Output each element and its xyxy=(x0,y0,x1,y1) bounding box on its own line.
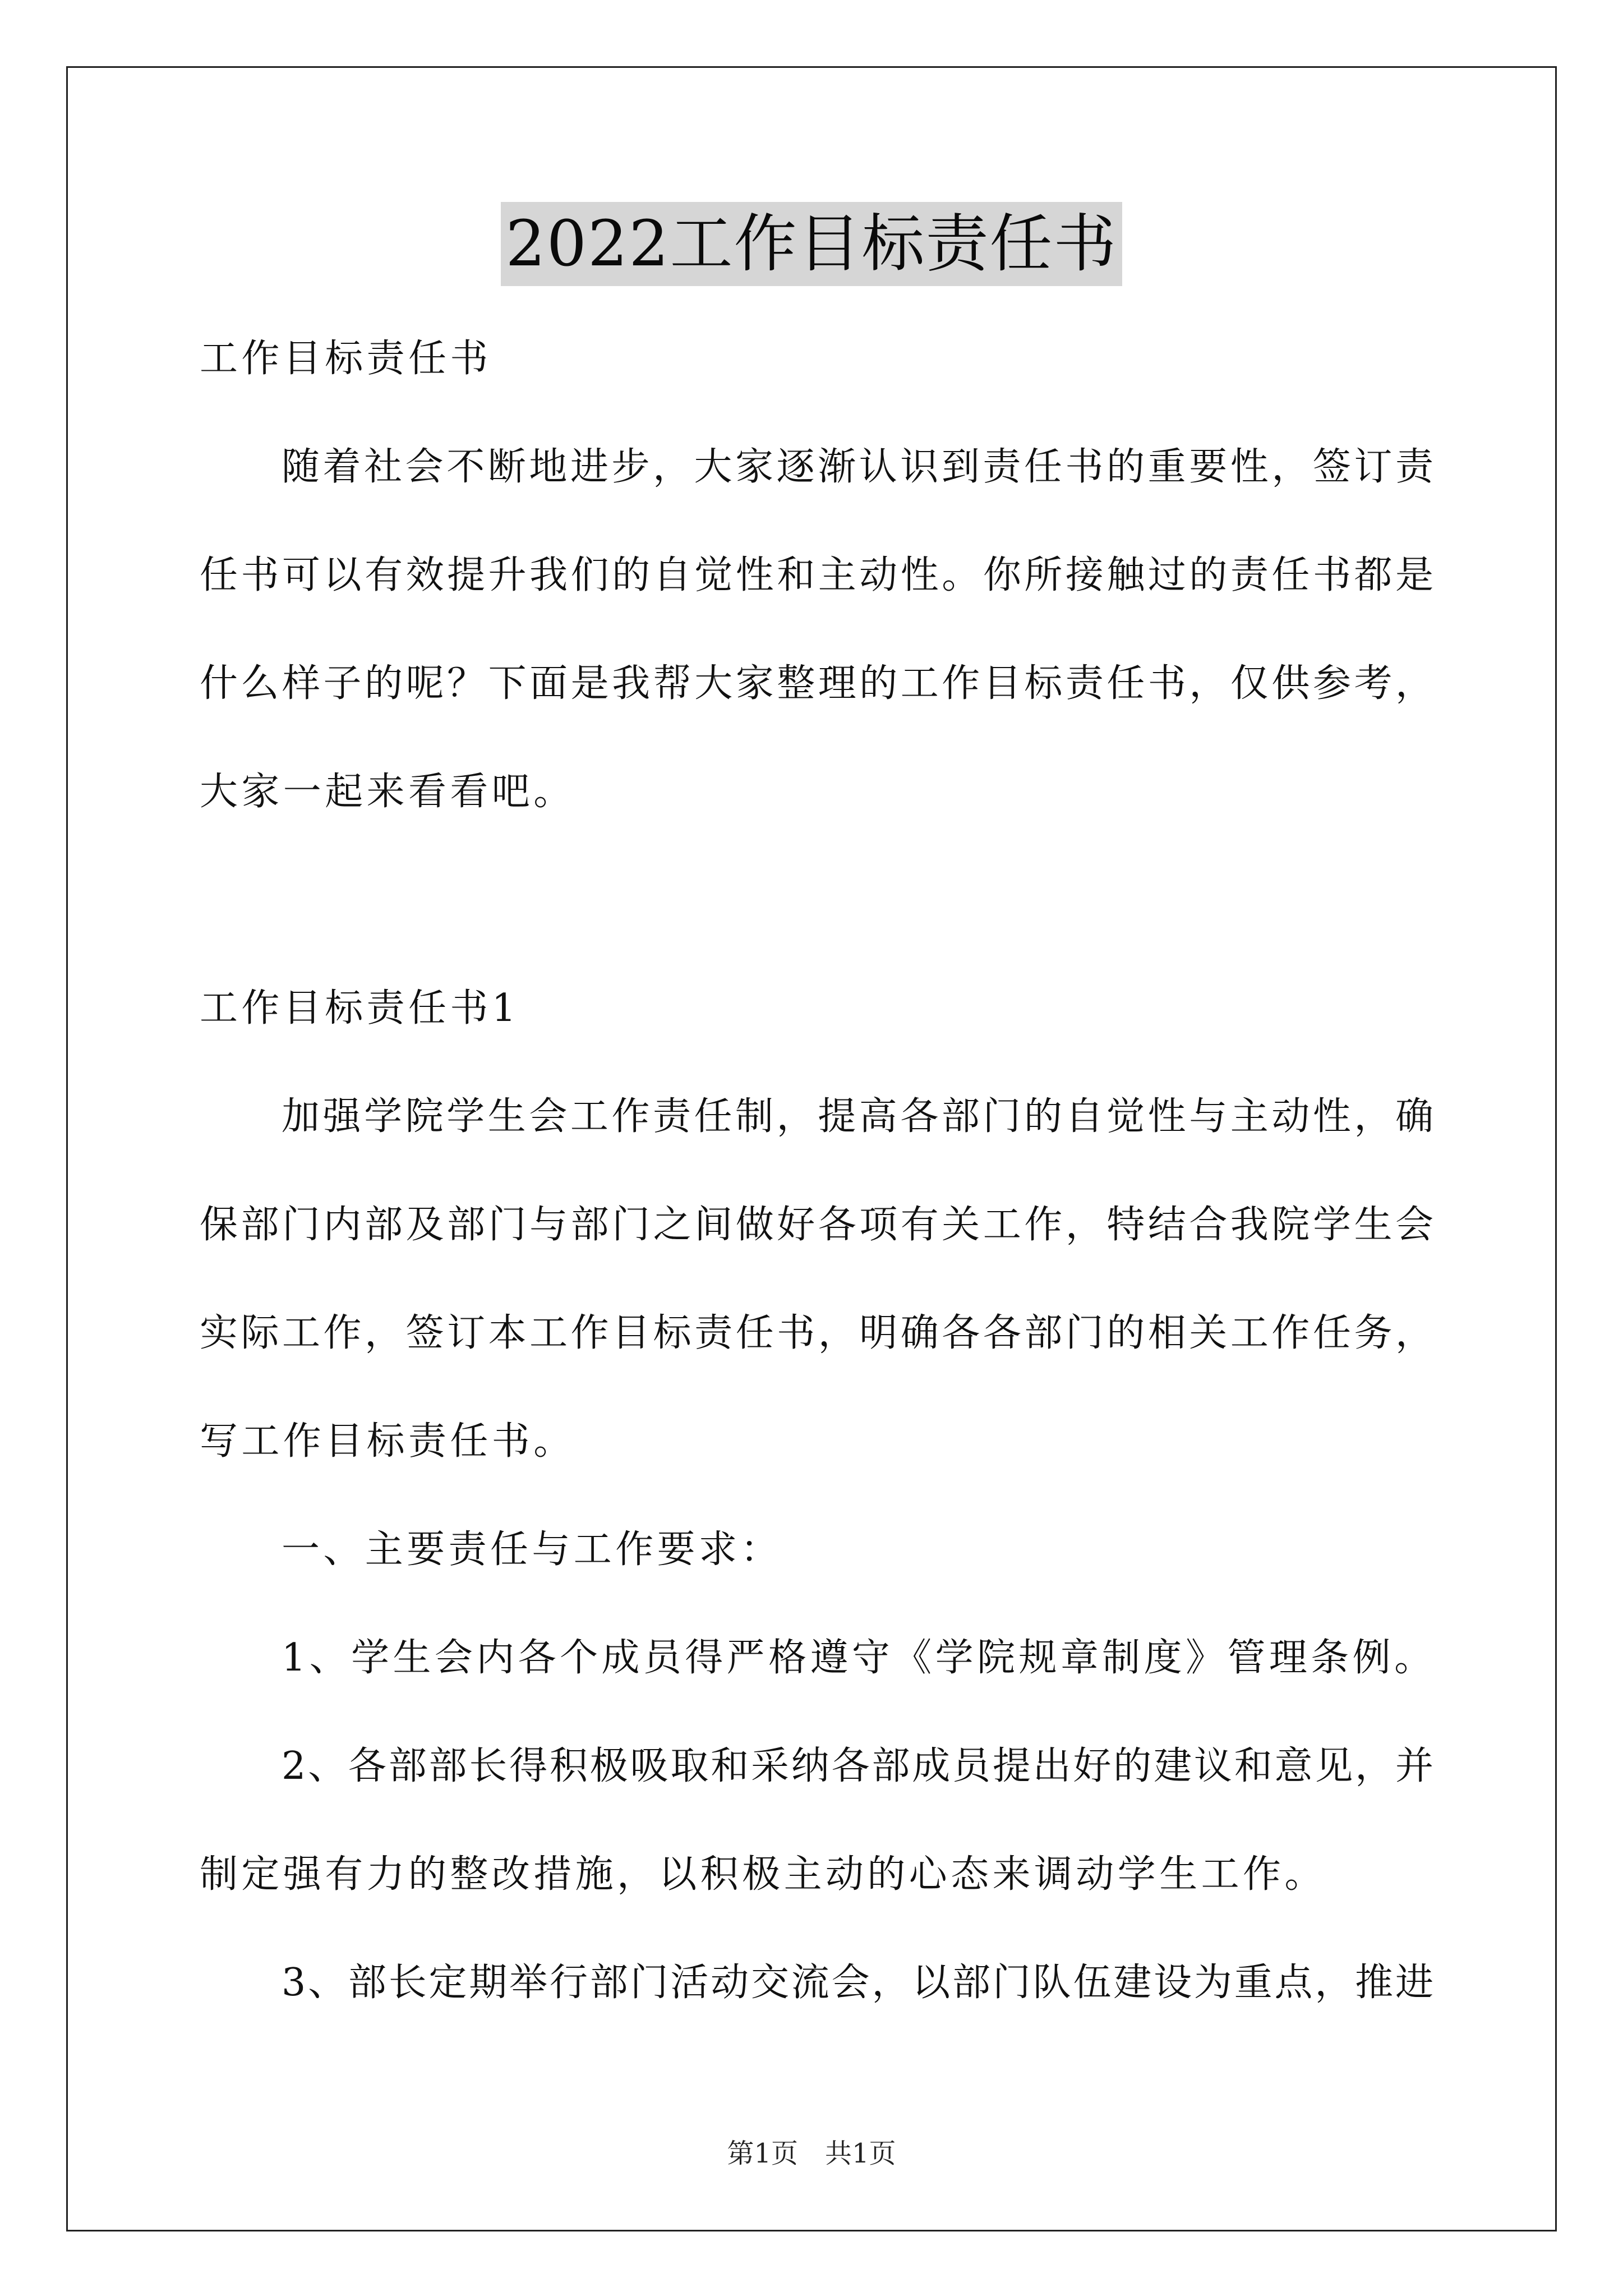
list-item: 2、各部部长得积极吸取和采纳各部成员提出好的建议和意见，并 xyxy=(282,1744,1433,1788)
document-title: 2022工作目标责任书 xyxy=(501,202,1122,286)
list-item-continuation: 制定强有力的整改措施，以积极主动的心态来调动学生工作。 xyxy=(200,1852,1326,1897)
section-heading: 工作目标责任书 xyxy=(200,337,492,381)
paragraph-line: 实际工作，签订本工作目标责任书，明确各各部门的相关工作任务， xyxy=(200,1311,1433,1355)
paragraph-line: 任书可以有效提升我们的自觉性和主动性。你所接触过的责任书都是 xyxy=(200,553,1433,597)
section-heading: 工作目标责任书1 xyxy=(200,986,520,1030)
list-item: 3、部长定期举行部门活动交流会，以部门队伍建设为重点，推进 xyxy=(282,1961,1433,2005)
page-number: 第1页 xyxy=(727,2138,798,2169)
paragraph-line: 大家一起来看看吧。 xyxy=(200,770,575,814)
paragraph-gap xyxy=(200,872,1433,981)
document-body xyxy=(200,331,1436,2063)
page-footer xyxy=(0,2132,1623,2170)
list-item: 1、学生会内各个成员得严格遵守《学院规章制度》管理条例。 xyxy=(282,1636,1436,1680)
paragraph-line: 保部门内部及部门与部门之间做好各项有关工作，特结合我院学生会 xyxy=(200,1203,1433,1247)
paragraph-line: 写工作目标责任书。 xyxy=(200,1419,575,1464)
paragraph-line: 什么样子的呢？下面是我帮大家整理的工作目标责任书，仅供参考， xyxy=(200,661,1433,706)
list-heading: 一、主要责任与工作要求： xyxy=(282,1527,782,1572)
page-total: 共1页 xyxy=(825,2138,896,2169)
paragraph-line: 加强学院学生会工作责任制，提高各部门的自觉性与主动性，确 xyxy=(282,1094,1433,1139)
paragraph-line: 随着社会不断地进步，大家逐渐认识到责任书的重要性，签订责 xyxy=(282,445,1433,489)
title-container xyxy=(0,202,1623,286)
